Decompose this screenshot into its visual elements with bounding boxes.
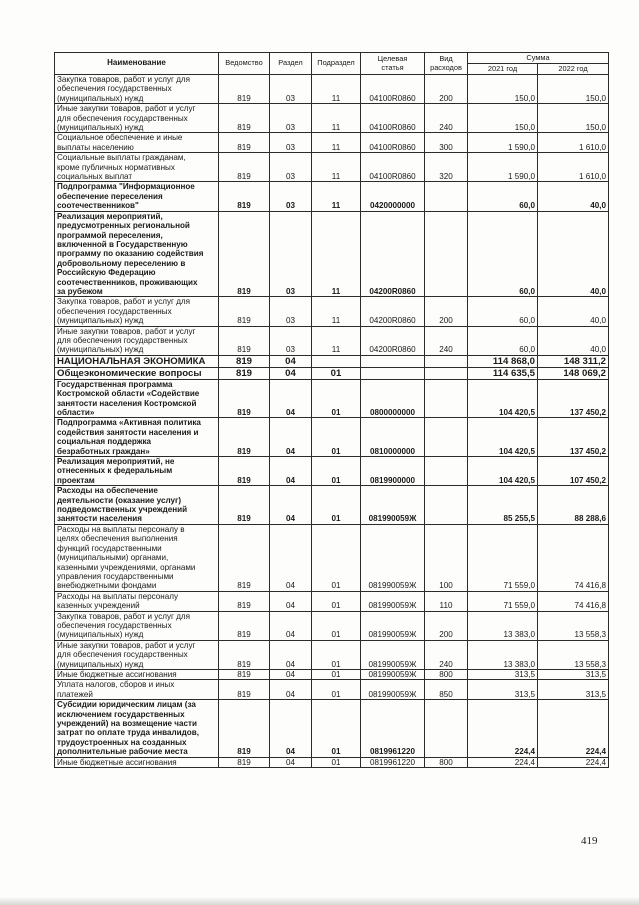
- row-sum-2022: 1 610,0: [538, 153, 609, 182]
- row-department: 819: [219, 669, 270, 679]
- row-target-article: 081990059Ж: [361, 680, 425, 700]
- row-sum-2022: 224,4: [538, 700, 609, 757]
- row-department: 819: [219, 486, 270, 525]
- row-subsection: 11: [312, 182, 361, 211]
- row-name: Реализация мероприятий, предусмотренных региональной программой переселения, включенной в Государственную программу по оказанию содействия добровольному переселению в Российскую Федерацию соотечественников, проживающих за рубежом: [55, 211, 219, 297]
- row-section: 04: [270, 379, 312, 418]
- row-section: 04: [270, 680, 312, 700]
- row-target-article: 04100R0860: [361, 75, 425, 104]
- row-expense-type: 240: [425, 640, 468, 669]
- row-sum-2021: 60,0: [468, 326, 538, 355]
- table-row: [55, 326, 609, 355]
- row-section: 03: [270, 326, 312, 355]
- row-sum-2022: 313,5: [538, 680, 609, 700]
- table-row: [55, 355, 609, 367]
- row-name: Общеэкономические вопросы: [55, 367, 219, 379]
- row-section: 03: [270, 75, 312, 104]
- row-expense-type: [425, 355, 468, 367]
- row-name: Закупка товаров, работ и услуг для обеспечения государственных (муниципальных) нужд: [55, 75, 219, 104]
- row-department: 819: [219, 104, 270, 133]
- row-sum-2021: 60,0: [468, 297, 538, 326]
- row-department: 819: [219, 133, 270, 153]
- row-expense-type: [425, 367, 468, 379]
- row-subsection: 01: [312, 680, 361, 700]
- row-subsection: 01: [312, 457, 361, 486]
- row-expense-type: 300: [425, 133, 468, 153]
- row-expense-type: 800: [425, 757, 468, 767]
- table-row: [55, 524, 609, 591]
- row-sum-2021: 13 383,0: [468, 611, 538, 640]
- header-subsection: Подраздел: [312, 53, 361, 75]
- row-target-article: 0800000000: [361, 379, 425, 418]
- row-subsection: 11: [312, 153, 361, 182]
- row-expense-type: [425, 379, 468, 418]
- row-expense-type: 200: [425, 75, 468, 104]
- row-subsection: 11: [312, 297, 361, 326]
- row-department: 819: [219, 611, 270, 640]
- row-section: 03: [270, 153, 312, 182]
- table-row: [55, 133, 609, 153]
- row-subsection: 01: [312, 367, 361, 379]
- row-name: Подпрограмма "Информационное обеспечение переселения соотечественников": [55, 182, 219, 211]
- table-row: [55, 591, 609, 611]
- row-target-article: 04200R0860: [361, 297, 425, 326]
- row-target-article: 0420000000: [361, 182, 425, 211]
- header-section: Раздел: [270, 53, 312, 75]
- row-sum-2021: 313,5: [468, 669, 538, 679]
- row-sum-2022: 88 288,6: [538, 486, 609, 525]
- row-sum-2021: 313,5: [468, 680, 538, 700]
- row-department: 819: [219, 211, 270, 297]
- table-row: [55, 367, 609, 379]
- row-department: 819: [219, 591, 270, 611]
- row-section: 04: [270, 700, 312, 757]
- row-name: НАЦИОНАЛЬНАЯ ЭКОНОМИКА: [55, 355, 219, 367]
- row-target-article: 04200R0860: [361, 326, 425, 355]
- row-department: 819: [219, 75, 270, 104]
- row-expense-type: 240: [425, 104, 468, 133]
- row-department: 819: [219, 700, 270, 757]
- row-section: 03: [270, 104, 312, 133]
- table-body: [55, 75, 609, 768]
- row-sum-2021: 71 559,0: [468, 591, 538, 611]
- row-name: Подпрограмма «Активная политика содействия занятости населения и социальная поддержка безработных граждан»: [55, 418, 219, 457]
- row-department: 819: [219, 418, 270, 457]
- row-expense-type: [425, 457, 468, 486]
- row-sum-2022: 150,0: [538, 104, 609, 133]
- budget-table: [54, 52, 609, 768]
- row-target-article: 081990059Ж: [361, 486, 425, 525]
- table-row: [55, 75, 609, 104]
- row-sum-2021: 150,0: [468, 104, 538, 133]
- row-target-article: 0819961220: [361, 757, 425, 767]
- table-row: [55, 297, 609, 326]
- row-name: Иные закупки товаров, работ и услуг для обеспечения государственных (муниципальных) нужд: [55, 640, 219, 669]
- row-expense-type: [425, 700, 468, 757]
- row-section: 04: [270, 591, 312, 611]
- row-name: Уплата налогов, сборов и иных платежей: [55, 680, 219, 700]
- header-sum: Сумма: [468, 53, 609, 64]
- row-subsection: 01: [312, 757, 361, 767]
- table-row: [55, 640, 609, 669]
- row-sum-2021: 104 420,5: [468, 457, 538, 486]
- table-row: [55, 680, 609, 700]
- row-expense-type: [425, 418, 468, 457]
- row-section: 04: [270, 355, 312, 367]
- row-target-article: 081990059Ж: [361, 669, 425, 679]
- row-section: 04: [270, 757, 312, 767]
- row-department: 819: [219, 326, 270, 355]
- row-sum-2021: 60,0: [468, 182, 538, 211]
- row-sum-2021: 85 255,5: [468, 486, 538, 525]
- row-sum-2022: 224,4: [538, 757, 609, 767]
- table-row: [55, 153, 609, 182]
- row-sum-2022: 40,0: [538, 326, 609, 355]
- header-expense-type: Вид расходов: [425, 53, 468, 75]
- table-row: [55, 182, 609, 211]
- row-sum-2022: 1 610,0: [538, 133, 609, 153]
- row-sum-2022: 137 450,2: [538, 418, 609, 457]
- row-sum-2022: 148 069,2: [538, 367, 609, 379]
- row-section: 03: [270, 182, 312, 211]
- row-name: Реализация мероприятий, не отнесенных к федеральным проектам: [55, 457, 219, 486]
- row-subsection: 11: [312, 104, 361, 133]
- row-target-article: 0819900000: [361, 457, 425, 486]
- row-name: Закупка товаров, работ и услуг для обеспечения государственных (муниципальных) нужд: [55, 297, 219, 326]
- budget-document: [54, 52, 608, 768]
- row-sum-2022: 40,0: [538, 182, 609, 211]
- table-row: [55, 669, 609, 679]
- row-sum-2021: 71 559,0: [468, 524, 538, 591]
- row-sum-2022: 13 558,3: [538, 640, 609, 669]
- row-name: Расходы на обеспечение деятельности (оказание услуг) подведомственных учреждений занятости населения: [55, 486, 219, 525]
- table-row: [55, 486, 609, 525]
- row-department: 819: [219, 297, 270, 326]
- row-subsection: 11: [312, 211, 361, 297]
- row-sum-2022: 137 450,2: [538, 379, 609, 418]
- row-sum-2022: 74 416,8: [538, 591, 609, 611]
- row-subsection: 01: [312, 591, 361, 611]
- row-sum-2022: 107 450,2: [538, 457, 609, 486]
- row-sum-2021: 1 590,0: [468, 153, 538, 182]
- header-target-article: Целевая статья: [361, 53, 425, 75]
- row-target-article: 0819961220: [361, 700, 425, 757]
- table-row: [55, 211, 609, 297]
- row-name: Иные бюджетные ассигнования: [55, 757, 219, 767]
- row-name: Субсидии юридическим лицам (за исключением государственных учреждений) на возмещение части затрат по оплате труда инвалидов, трудоустроенных на созданных дополнительные рабочие места: [55, 700, 219, 757]
- row-target-article: 081990059Ж: [361, 524, 425, 591]
- row-department: 819: [219, 367, 270, 379]
- row-department: 819: [219, 524, 270, 591]
- table-row: [55, 700, 609, 757]
- row-name: Иные бюджетные ассигнования: [55, 669, 219, 679]
- row-sum-2022: 40,0: [538, 211, 609, 297]
- table-row: [55, 457, 609, 486]
- row-target-article: 04100R0860: [361, 153, 425, 182]
- row-expense-type: 200: [425, 611, 468, 640]
- table-row: [55, 757, 609, 767]
- row-expense-type: 110: [425, 591, 468, 611]
- row-subsection: 01: [312, 640, 361, 669]
- row-target-article: 04100R0860: [361, 104, 425, 133]
- page-number: 419: [581, 835, 598, 847]
- row-department: 819: [219, 153, 270, 182]
- row-section: 04: [270, 418, 312, 457]
- row-sum-2021: 1 590,0: [468, 133, 538, 153]
- row-sum-2022: 40,0: [538, 297, 609, 326]
- row-sum-2021: 60,0: [468, 211, 538, 297]
- row-name: Государственная программа Костромской области «Содействие занятости населения Костромской области»: [55, 379, 219, 418]
- row-section: 03: [270, 133, 312, 153]
- row-subsection: 11: [312, 133, 361, 153]
- table-row: [55, 611, 609, 640]
- header-year-2021: 2021 год: [468, 64, 538, 75]
- row-sum-2021: 224,4: [468, 700, 538, 757]
- row-subsection: 11: [312, 326, 361, 355]
- row-subsection: 01: [312, 524, 361, 591]
- row-expense-type: [425, 182, 468, 211]
- scan-edge-shadow: [0, 897, 639, 905]
- header-year-2022: 2022 год: [538, 64, 609, 75]
- row-sum-2021: 114 868,0: [468, 355, 538, 367]
- row-section: 04: [270, 457, 312, 486]
- row-name: Расходы на выплаты персоналу в целях обеспечения выполнения функций государственными (муниципальными) органами, казенными учреждениями, органами управления государственными внебюджетными фондами: [55, 524, 219, 591]
- row-department: 819: [219, 640, 270, 669]
- row-subsection: [312, 355, 361, 367]
- row-target-article: 081990059Ж: [361, 611, 425, 640]
- row-sum-2021: 224,4: [468, 757, 538, 767]
- row-section: 04: [270, 640, 312, 669]
- row-subsection: 01: [312, 669, 361, 679]
- row-department: 819: [219, 355, 270, 367]
- row-sum-2021: 104 420,5: [468, 379, 538, 418]
- row-department: 819: [219, 182, 270, 211]
- row-subsection: 01: [312, 379, 361, 418]
- row-department: 819: [219, 379, 270, 418]
- row-department: 819: [219, 680, 270, 700]
- row-sum-2022: 150,0: [538, 75, 609, 104]
- row-name: Закупка товаров, работ и услуг для обеспечения государственных (муниципальных) нужд: [55, 611, 219, 640]
- row-subsection: 01: [312, 486, 361, 525]
- row-section: 04: [270, 524, 312, 591]
- row-sum-2021: 104 420,5: [468, 418, 538, 457]
- header-name: Наименование: [55, 53, 219, 75]
- row-department: 819: [219, 757, 270, 767]
- row-target-article: 081990059Ж: [361, 640, 425, 669]
- row-target-article: 04200R0860: [361, 211, 425, 297]
- row-name: Расходы на выплаты персоналу казенных учреждений: [55, 591, 219, 611]
- table-row: [55, 379, 609, 418]
- row-section: 04: [270, 669, 312, 679]
- row-section: 04: [270, 367, 312, 379]
- table-row: [55, 418, 609, 457]
- row-sum-2022: 313,5: [538, 669, 609, 679]
- row-subsection: 11: [312, 75, 361, 104]
- row-expense-type: 320: [425, 153, 468, 182]
- row-target-article: 04100R0860: [361, 133, 425, 153]
- row-sum-2021: 13 383,0: [468, 640, 538, 669]
- header-department: Ведомство: [219, 53, 270, 75]
- row-target-article: 0810000000: [361, 418, 425, 457]
- row-target-article: 081990059Ж: [361, 591, 425, 611]
- row-name: Социальное обеспечение и иные выплаты населению: [55, 133, 219, 153]
- row-name: Иные закупки товаров, работ и услуг для обеспечения государственных (муниципальных) нужд: [55, 326, 219, 355]
- row-department: 819: [219, 457, 270, 486]
- row-subsection: 01: [312, 700, 361, 757]
- row-subsection: 01: [312, 418, 361, 457]
- row-expense-type: [425, 211, 468, 297]
- row-expense-type: 100: [425, 524, 468, 591]
- row-expense-type: 200: [425, 297, 468, 326]
- row-name: Иные закупки товаров, работ и услуг для обеспечения государственных (муниципальных) нужд: [55, 104, 219, 133]
- row-name: Социальные выплаты гражданам, кроме публичных нормативных социальных выплат: [55, 153, 219, 182]
- row-expense-type: 850: [425, 680, 468, 700]
- row-section: 04: [270, 486, 312, 525]
- row-expense-type: 800: [425, 669, 468, 679]
- row-sum-2022: 148 311,2: [538, 355, 609, 367]
- row-section: 03: [270, 211, 312, 297]
- row-target-article: [361, 367, 425, 379]
- row-subsection: 01: [312, 611, 361, 640]
- table-row: [55, 104, 609, 133]
- row-section: 03: [270, 297, 312, 326]
- row-expense-type: [425, 486, 468, 525]
- row-section: 04: [270, 611, 312, 640]
- row-sum-2022: 74 416,8: [538, 524, 609, 591]
- row-sum-2022: 13 558,3: [538, 611, 609, 640]
- row-sum-2021: 150,0: [468, 75, 538, 104]
- row-target-article: [361, 355, 425, 367]
- row-expense-type: 240: [425, 326, 468, 355]
- row-sum-2021: 114 635,5: [468, 367, 538, 379]
